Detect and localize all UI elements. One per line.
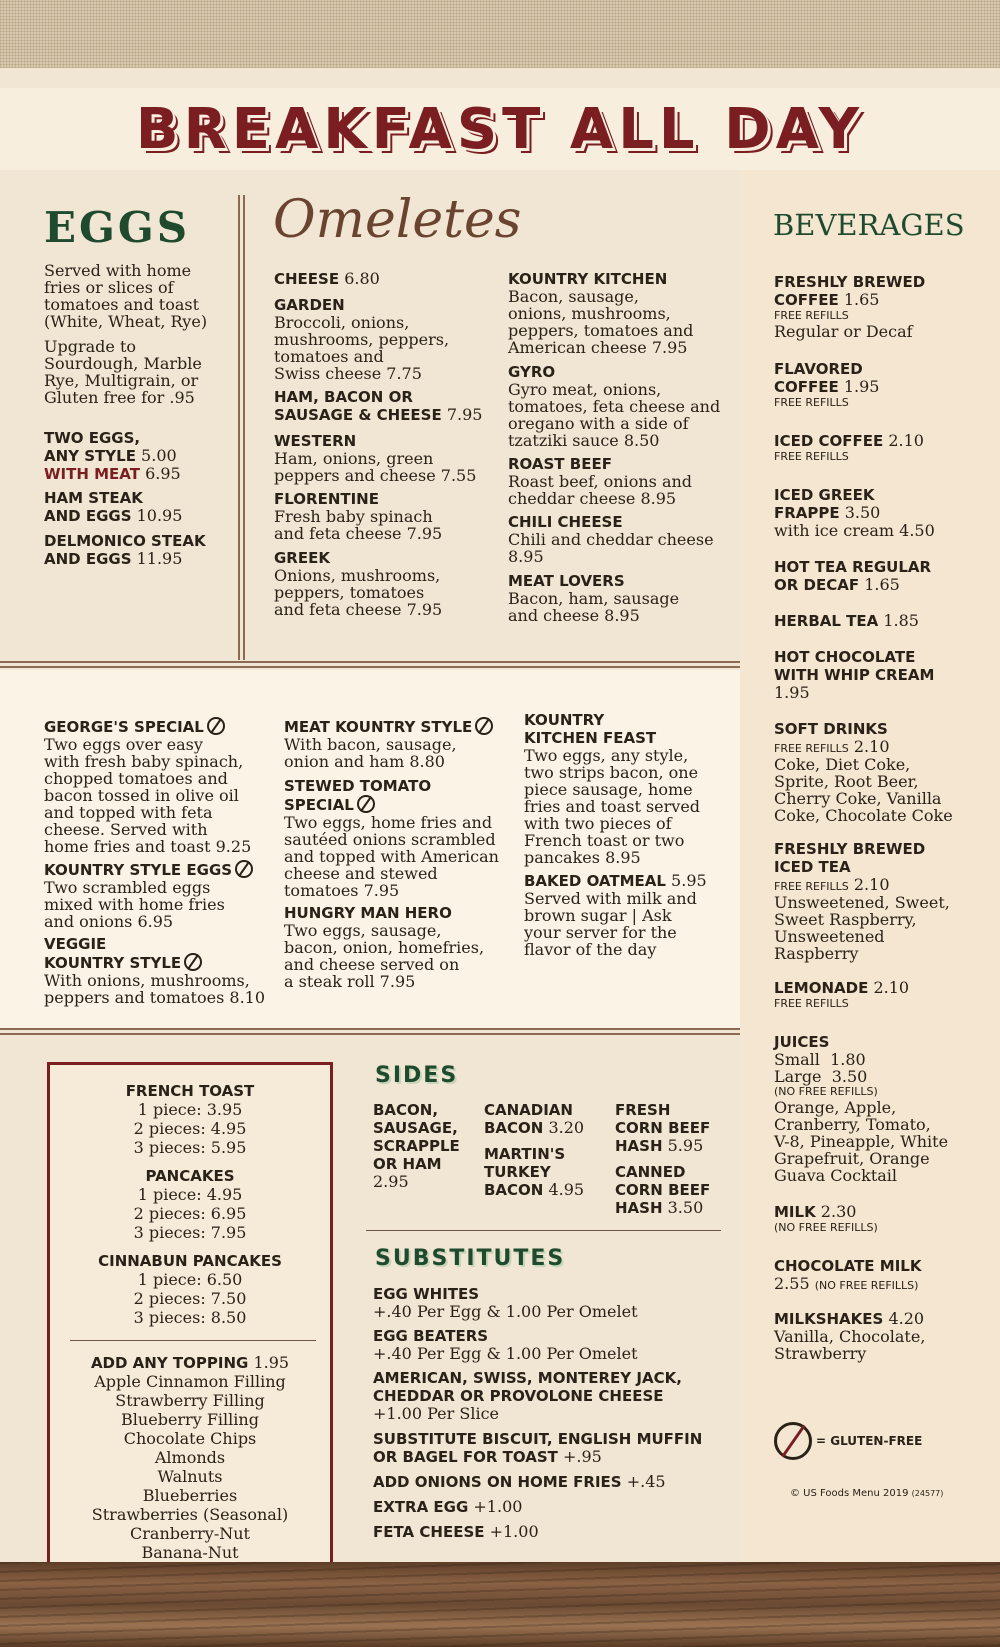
side-fresh-hash: FRESH CORN BEEF HASH 5.95 — [615, 1101, 711, 1155]
wood-plank-footer — [0, 1562, 1000, 1647]
bev-lemonade: LEMONADE 2.10 FREE REFILLS — [774, 978, 910, 1010]
title-band — [0, 88, 1000, 170]
special-meat-kountry: MEAT KOUNTRY STYLE With bacon, sausage, onion and ham 8.80 — [284, 717, 493, 770]
bev-milk: MILK 2.30 (NO FREE REFILLS) — [774, 1202, 878, 1234]
griddle-box — [47, 1062, 333, 1592]
beverages-heading: BEVERAGES — [773, 208, 965, 242]
omelet-cheese: CHEESE 6.80 — [274, 269, 380, 288]
omelet-greek: GREEK Onions, mushrooms, peppers, tomatoes and feta cheese 7.95 — [274, 549, 443, 619]
sides-divider — [366, 1230, 721, 1231]
omelet-ham-bacon: HAM, BACON OR SAUSAGE & CHEESE 7.95 — [274, 388, 483, 424]
eggs-description: Served with home fries or slices of tomatoes and toast (White, Wheat, Rye) — [44, 261, 208, 331]
bev-iced-tea: FRESHLY BREWED ICED TEA FREE REFILLS 2.10 Unsweetened, Sweet, Sweet Raspberry, Unsweetened Raspberry — [774, 840, 950, 963]
omelet-western: WESTERN Ham, onions, green peppers and cheese 7.55 — [274, 432, 477, 485]
sub-biscuit: SUBSTITUTE BISCUIT, ENGLISH MUFFIN OR BAGEL FOR TOAST +.95 — [373, 1430, 703, 1466]
bev-juices: JUICES Small 1.80 Large 3.50 (NO FREE REFILLS) Orange, Apple, Cranberry, Tomato, V-8, Pineapple, White Grapefruit, Orange Guava Cocktail — [774, 1033, 949, 1185]
bev-soft-drinks: SOFT DRINKS FREE REFILLS 2.10 Coke, Diet Coke, Sprite, Root Beer, Cherry Coke, Vanilla Coke, Chocolate Coke — [774, 720, 953, 825]
omelet-roast-beef: ROAST BEEF Roast beef, onions and cheddar cheese 8.95 — [508, 455, 693, 508]
sides-heading: SIDES — [375, 1063, 459, 1088]
special-georges: GEORGE'S SPECIAL Two eggs over easy with fresh baby spinach, chopped tomatoes and bacon tossed in olive oil and topped with feta cheese. Served with home fries and toast 9.25 — [44, 718, 252, 856]
french-toast: FRENCH TOAST 1 piece: 3.95 2 pieces: 4.95 3 pieces: 5.95 — [125, 1082, 255, 1157]
sub-egg-beaters: EGG BEATERS +.40 Per Egg & 1.00 Per Omelet — [373, 1327, 638, 1363]
menu-item-ham-steak: HAM STEAK AND EGGS 10.95 — [44, 489, 183, 525]
menu-item-two-eggs: TWO EGGS, ANY STYLE 5.00 WITH MEAT 6.95 — [44, 429, 181, 483]
section-divider-top — [0, 661, 740, 668]
bev-hot-tea: HOT TEA REGULAR OR DECAF 1.65 — [774, 558, 932, 594]
sub-feta: FETA CHEESE +1.00 — [373, 1522, 539, 1541]
bev-chocolate-milk: CHOCOLATE MILK 2.55 (NO FREE REFILLS) — [774, 1257, 922, 1293]
gluten-free-legend: = GLUTEN-FREE — [816, 1434, 923, 1448]
omelet-meat-lovers: MEAT LOVERS Bacon, ham, sausage and cheese 8.95 — [508, 572, 680, 625]
bev-hot-chocolate: HOT CHOCOLATE WITH WHIP CREAM 1.95 — [774, 648, 935, 702]
eggs-heading: EGGS — [44, 203, 191, 252]
special-hungry-man: HUNGRY MAN HERO Two eggs, sausage, bacon, onion, homefries, and cheese served on a steak roll 7.95 — [284, 904, 485, 991]
sub-onions: ADD ONIONS ON HOME FRIES +.45 — [373, 1472, 666, 1491]
sub-cheese: AMERICAN, SWISS, MONTEREY JACK, CHEDDAR OR PROVOLONE CHEESE +1.00 Per Slice — [373, 1369, 682, 1423]
substitutes-heading: SUBSTITUTES — [375, 1246, 566, 1271]
special-baked-oatmeal: BAKED OATMEAL 5.95 Served with milk and brown sugar | Ask your server for the flavor of the day — [524, 871, 707, 959]
menu-item-delmonico: DELMONICO STEAK AND EGGS 11.95 — [44, 532, 206, 568]
omelet-chili-cheese: CHILI CHEESE Chili and cheddar cheese 8.95 — [508, 513, 714, 566]
page-title: BREAKFAST ALL DAY — [135, 96, 865, 162]
special-stewed-tomato: STEWED TOMATO SPECIAL Two eggs, home fries and sautéed onions scrambled and topped with American cheese and stewed tomatoes 7.95 — [284, 777, 499, 900]
special-veggie: VEGGIE KOUNTRY STYLE With onions, mushrooms, peppers and tomatoes 8.10 — [44, 935, 266, 1007]
omelet-gyro: GYRO Gyro meat, onions, tomatoes, feta cheese and oregano with a side of tzatziki sauce 8.50 — [508, 363, 721, 450]
omelet-garden: GARDEN Broccoli, onions, mushrooms, peppers, tomatoes and Swiss cheese 7.75 — [274, 296, 450, 383]
burlap-header — [0, 0, 1000, 68]
bev-herbal-tea: HERBAL TEA 1.85 — [774, 611, 919, 630]
bev-flavored-coffee: FLAVORED COFFEE 1.95 FREE REFILLS — [774, 360, 880, 409]
gluten-free-icon — [357, 795, 375, 813]
sub-egg-whites: EGG WHITES +.40 Per Egg & 1.00 Per Omelet — [373, 1285, 638, 1321]
cinnabun-pancakes: CINNABUN PANCAKES 1 piece: 6.50 2 pieces: 7.50 3 pieces: 8.50 — [98, 1252, 282, 1327]
omelet-kountry-kitchen: KOUNTRY KITCHEN Bacon, sausage, onions, mushrooms, peppers, tomatoes and American cheese 7.95 — [508, 270, 694, 357]
column-divider — [238, 195, 245, 660]
side-bacon: BACON, SAUSAGE, SCRAPPLE OR HAM 2.95 — [373, 1101, 460, 1191]
copyright: © US Foods Menu 2019 (24577) — [790, 1488, 944, 1499]
side-canned-hash: CANNED CORN BEEF HASH 3.50 — [615, 1163, 711, 1217]
bev-milkshakes: MILKSHAKES 4.20 Vanilla, Chocolate, Strawberry — [774, 1309, 926, 1363]
sub-extra-egg: EXTRA EGG +1.00 — [373, 1497, 523, 1516]
omelet-florentine: FLORENTINE Fresh baby spinach and feta cheese 7.95 — [274, 490, 443, 543]
gluten-free-icon — [207, 717, 225, 735]
gluten-free-icon — [184, 953, 202, 971]
eggs-upgrade: Upgrade to Sourdough, Marble Rye, Multigrain, or Gluten free for .95 — [44, 337, 202, 407]
bev-iced-coffee: ICED COFFEE 2.10 FREE REFILLS — [774, 431, 924, 463]
special-kountry-style-eggs: KOUNTRY STYLE EGGS Two scrambled eggs mixed with home fries and onions 6.95 — [44, 860, 253, 930]
side-canadian-bacon: CANADIAN BACON 3.20 — [484, 1101, 585, 1137]
special-kountry-feast: KOUNTRY KITCHEN FEAST Two eggs, any style, two strips bacon, one piece sausage, home fries and toast served with two pieces of French toast or two pancakes 8.95 — [524, 711, 701, 867]
gluten-free-legend-icon — [774, 1422, 812, 1460]
omelets-heading: Omeletes — [273, 190, 522, 250]
bev-coffee: FRESHLY BREWED COFFEE 1.65 FREE REFILLS Regular or Decaf — [774, 273, 926, 341]
bev-frappe: ICED GREEK FRAPPE 3.50 with ice cream 4.50 — [774, 486, 935, 540]
griddle-divider — [70, 1340, 316, 1341]
section-divider-bottom — [0, 1028, 740, 1035]
pancakes: PANCAKES 1 piece: 4.95 2 pieces: 6.95 3 pieces: 7.95 — [133, 1167, 247, 1242]
gluten-free-icon — [475, 717, 493, 735]
gluten-free-icon — [235, 860, 253, 878]
side-turkey-bacon: MARTIN'S TURKEY BACON 4.95 — [484, 1145, 585, 1199]
toppings: ADD ANY TOPPING 1.95 Apple Cinnamon Filling Strawberry Filling Blueberry Filling Chocolate Chips Almonds Walnuts Blueberries Strawberries (Seasonal) Cranberry-Nut Banana-Nut — [90, 1353, 290, 1562]
